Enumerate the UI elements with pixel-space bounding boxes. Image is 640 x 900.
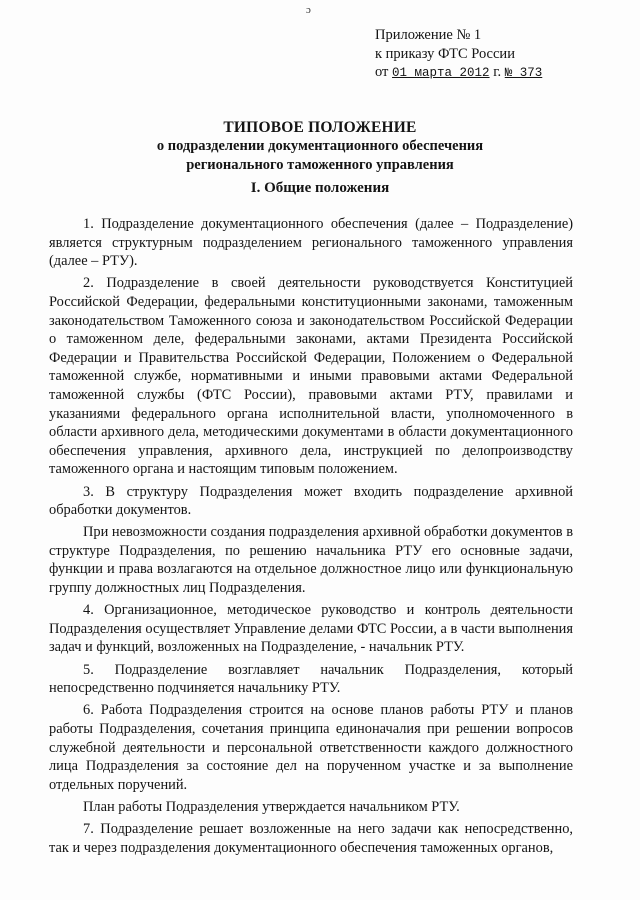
section-heading: I. Общие положения xyxy=(250,180,390,196)
paragraph: 3. В структуру Подразделения может входить подразделение архивной обработки документов. xyxy=(49,483,573,519)
order-date: 01 марта 2012 xyxy=(392,66,490,80)
paragraph: 1. Подразделение документационного обеспечения (далее – Подразделение) является структурным подразделением регионального таможенного управления (далее – РТУ). xyxy=(49,216,573,270)
document-subtitle-line2: регионального таможенного управления xyxy=(186,156,454,173)
paragraph: 4. Организационное, методическое руководство и контроль деятельности Подразделения осуществляет Управление делами ФТС России, а в части выполнения задач и функций, возложенных на Подразделение, - начальник РТУ. xyxy=(49,602,573,656)
appendix-header xyxy=(375,26,542,83)
appendix-number: Приложение № 1 xyxy=(375,27,482,43)
paragraph: При невозможности создания подразделения архивной обработки документов в структуре Подразделения, по решению начальника РТУ его основные задачи, функции и права возлагаются на отдельное должностное лицо или функциональную группу должностных лиц Подразделения. xyxy=(49,524,573,597)
document-body xyxy=(49,215,573,861)
paragraph: План работы Подразделения утверждается начальником РТУ. xyxy=(83,798,460,815)
date-suffix: г. xyxy=(493,64,502,80)
paragraph: 5. Подразделение возглавляет начальник Подразделения, который непосредственно подчиняется начальнику РТУ. xyxy=(49,661,573,697)
appendix-date-line xyxy=(375,63,542,83)
date-prefix: от xyxy=(375,64,389,80)
paragraph: 7. Подразделение решает возложенные на него задачи как непосредственно, так и через подразделения документационного обеспечения таможенных органов, xyxy=(49,821,573,856)
title-block xyxy=(60,118,580,174)
scan-mark: ɔ xyxy=(306,4,311,16)
order-number: № 373 xyxy=(504,66,543,80)
document-title: ТИПОВОЕ ПОЛОЖЕНИЕ xyxy=(223,119,417,136)
appendix-order-ref: к приказу ФТС России xyxy=(375,45,515,62)
paragraph: 2. Подразделение в своей деятельности руководствуется Конституцией Российской Федерации, федеральными конституционными законами, таможенным законодательством Таможенного союза и законодательством Российской Федерации о таможенном деле, федеральными законами, актами Президента Российской Федерации и Правительства Российской Федерации, Положением о Федеральной таможенной службе, нормативными и иными правовыми актами Федеральной таможенной службы (ФТС России), правовыми актами РТУ, правилами и указаниями федерального органа исполнительной власти, уполномоченного в области архивного дела, методическими документами в области документационного обеспечения управления, архивного дела, инструкцией по делопроизводству таможенного органа и настоящим типовым положением. xyxy=(49,275,573,478)
paragraph: 6. Работа Подразделения строится на основе планов работы РТУ и планов работы Подразделения, сочетания принципа единоначалия при решении вопросов служебной деятельности и персональной ответственности каждого должностного лица Подразделения за состояние дел на порученном участке и за выполнение отдельных поручений. xyxy=(49,702,573,793)
document-subtitle-line1: о подразделении документационного обеспечения xyxy=(156,138,484,154)
